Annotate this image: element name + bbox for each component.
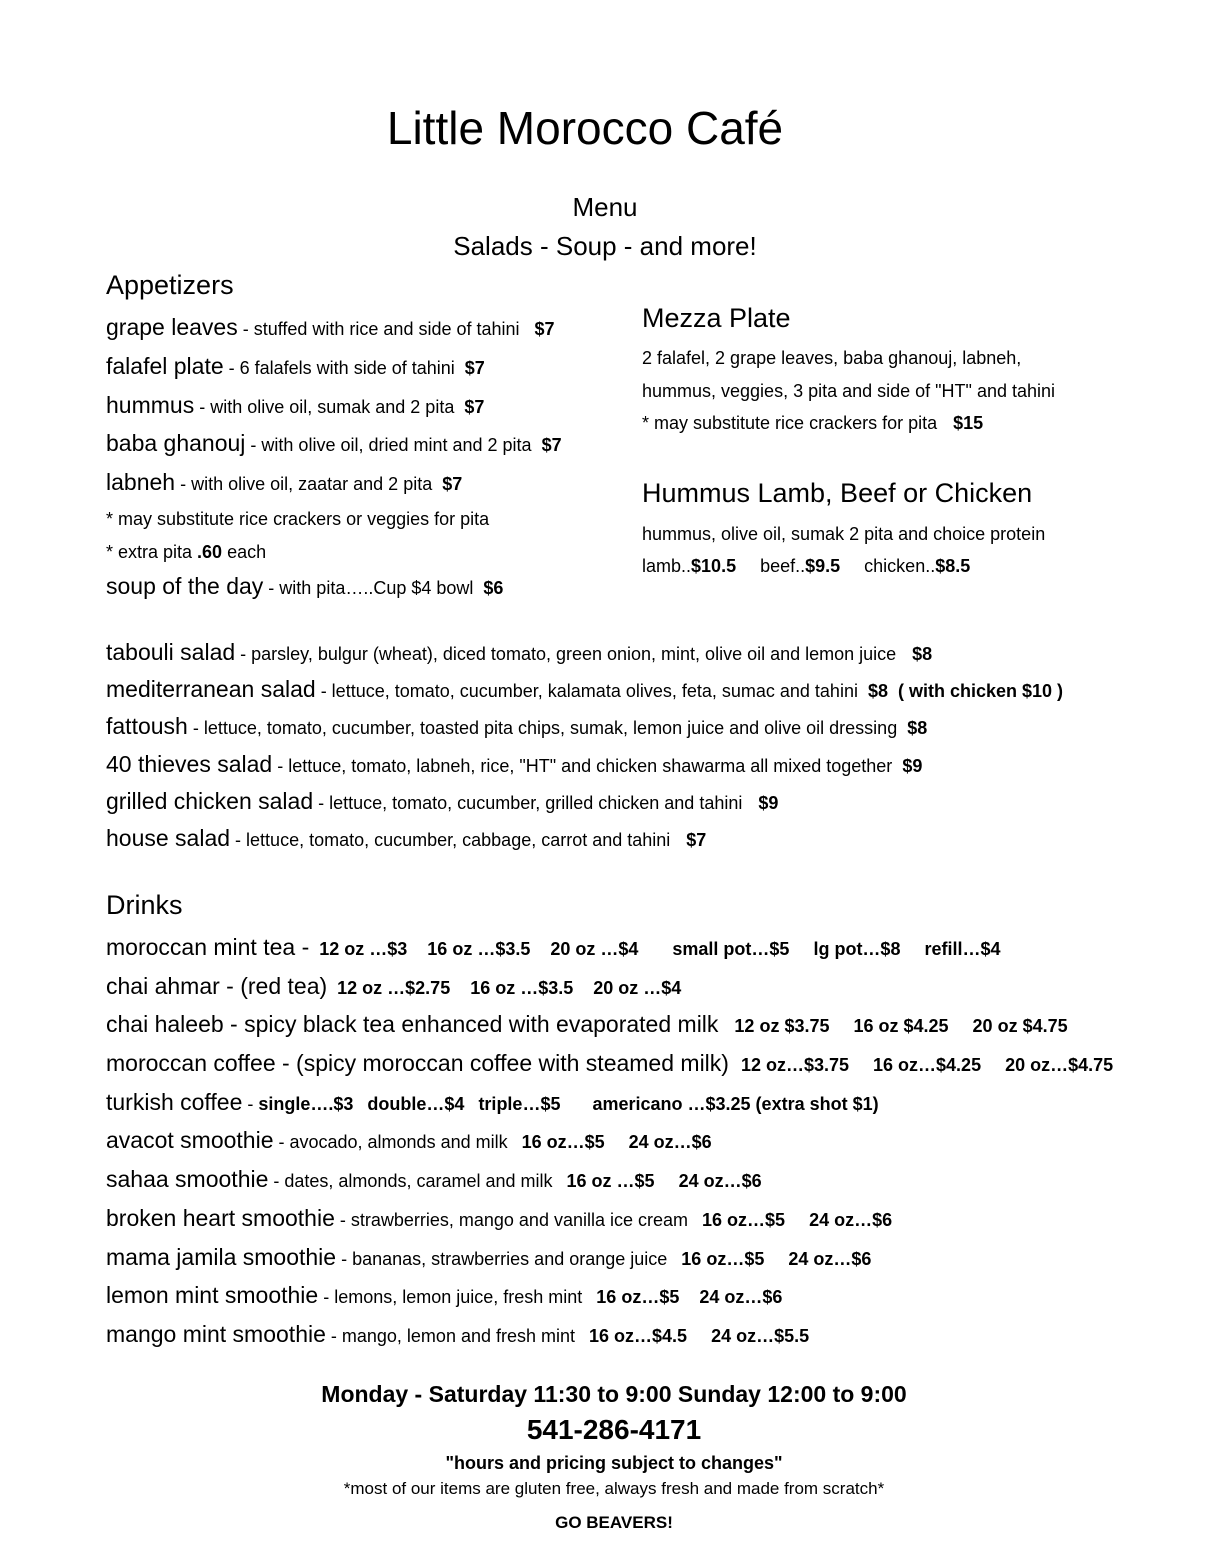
item-desc: - stuffed with rice and side of tahini [237, 319, 520, 339]
drink-row: avacot smoothie - avocado, almonds and milk 16 oz…$5 24 oz…$6 [106, 1127, 712, 1153]
drink-row: mango mint smoothie - mango, lemon and fresh mint 16 oz…$4.5 24 oz…$5.5 [106, 1321, 810, 1347]
drink-row: broken heart smoothie - strawberries, mango and vanilla ice cream 16 oz…$5 24 oz…$6 [106, 1205, 893, 1231]
drink-row: turkish coffee - single….$3 double…$4 triple…$5 americano …$3.25 (extra shot $1) [106, 1089, 879, 1115]
item-desc: - with olive oil, sumak and 2 pita [194, 397, 455, 417]
page-title: Little Morocco Café [386, 102, 784, 154]
item-name: grape leaves [106, 314, 238, 340]
appetizer-row [106, 391, 484, 421]
item-name: baba ghanouj [106, 430, 246, 456]
drinks-heading: Drinks [106, 890, 183, 920]
item-desc: - 6 falafels with side of tahini [223, 358, 455, 378]
item-price: $7 [464, 397, 485, 417]
drink-row: moroccan mint tea - 12 oz …$3 16 oz …$3.5 20 oz …$4 small pot…$5 lg pot…$8 refill…$4 [106, 934, 1001, 960]
item-name: falafel plate [106, 353, 224, 379]
appetizer-row [106, 313, 555, 343]
salad-row: house salad - lettuce, tomato, cucumber, cabbage, carrot and tahini $7 [106, 825, 707, 851]
appetizer-row [106, 429, 562, 459]
drink-row: moroccan coffee - (spicy moroccan coffee with steamed milk) 12 oz…$3.75 16 oz…$4.25 20 oz…$4.75 [106, 1050, 1114, 1076]
go-beavers: GO BEAVERS! [555, 1513, 673, 1532]
drink-row: chai haleeb - spicy black tea enhanced with evaporated milk 12 oz $3.75 16 oz $4.25 20 oz $4.75 [106, 1011, 1068, 1037]
phone-number: 541-286-4171 [526, 1414, 702, 1445]
item-name: soup of the day [106, 573, 264, 599]
mezza-line: * may substitute rice crackers for pita $15 [642, 413, 984, 433]
menu-label: Menu [572, 192, 638, 222]
item-name: hummus [106, 392, 195, 418]
item-price: $7 [534, 319, 555, 339]
drink-row: sahaa smoothie - dates, almonds, caramel and milk 16 oz …$5 24 oz…$6 [106, 1166, 762, 1192]
item-price: $7 [442, 474, 463, 494]
drink-row: lemon mint smoothie - lemons, lemon juice, fresh mint 16 oz…$5 24 oz…$6 [106, 1282, 783, 1308]
hummus-protein-prices: lamb..$10.5 beef..$9.5 chicken..$8.5 [642, 556, 971, 576]
appetizer-row [106, 352, 485, 382]
salad-row: mediterranean salad - lettuce, tomato, cucumber, kalamata olives, feta, sumac and tahini $8 ( with chicken $10 ) [106, 676, 1064, 702]
item-desc: - with olive oil, zaatar and 2 pita [175, 474, 433, 494]
salad-row: grilled chicken salad - lettuce, tomato, cucumber, grilled chicken and tahini $9 [106, 788, 779, 814]
item-price: $7 [541, 435, 562, 455]
salad-row: 40 thieves salad - lettuce, tomato, labneh, rice, "HT" and chicken shawarma all mixed together $9 [106, 751, 923, 777]
appetizers-heading: Appetizers [106, 270, 234, 300]
pricing-disclaimer: "hours and pricing subject to changes" [445, 1453, 783, 1473]
drink-row: chai ahmar - (red tea) 12 oz …$2.75 16 oz …$3.5 20 oz …$4 [106, 973, 682, 999]
extra-pita-note: * extra pita .60 each [106, 542, 267, 562]
item-desc: - with pita…..Cup $4 bowl [263, 578, 474, 598]
appetizer-note: * may substitute rice crackers or veggies for pita [106, 509, 490, 529]
hummus-protein-heading: Hummus Lamb, Beef or Chicken [642, 478, 1033, 508]
item-name: labneh [106, 469, 176, 495]
drink-row: mama jamila smoothie - bananas, strawberries and orange juice 16 oz…$5 24 oz…$6 [106, 1244, 872, 1270]
item-price: $6 [483, 578, 504, 598]
item-price: $7 [464, 358, 485, 378]
salad-row: tabouli salad - parsley, bulgur (wheat), diced tomato, green onion, mint, olive oil and lemon juice $8 [106, 639, 933, 665]
appetizer-row [106, 468, 462, 498]
gluten-free-note: *most of our items are gluten free, always fresh and made from scratch* [343, 1479, 885, 1498]
item-desc: - with olive oil, dried mint and 2 pita [245, 435, 532, 455]
mezza-line: hummus, veggies, 3 pita and side of "HT" and tahini [642, 381, 1056, 401]
menu-subtitle: Salads - Soup - and more! [453, 231, 757, 261]
soup-row [106, 572, 503, 602]
hours: Monday - Saturday 11:30 to 9:00 Sunday 12:00 to 9:00 [321, 1381, 907, 1407]
mezza-heading: Mezza Plate [642, 303, 791, 333]
mezza-price: $15 [953, 413, 984, 433]
hummus-protein-line: hummus, olive oil, sumak 2 pita and choice protein [642, 524, 1046, 544]
mezza-line: 2 falafel, 2 grape leaves, baba ghanouj, labneh, [642, 348, 1022, 368]
salad-row: fattoush - lettuce, tomato, cucumber, toasted pita chips, sumak, lemon juice and olive oil dressing $8 [106, 713, 928, 739]
